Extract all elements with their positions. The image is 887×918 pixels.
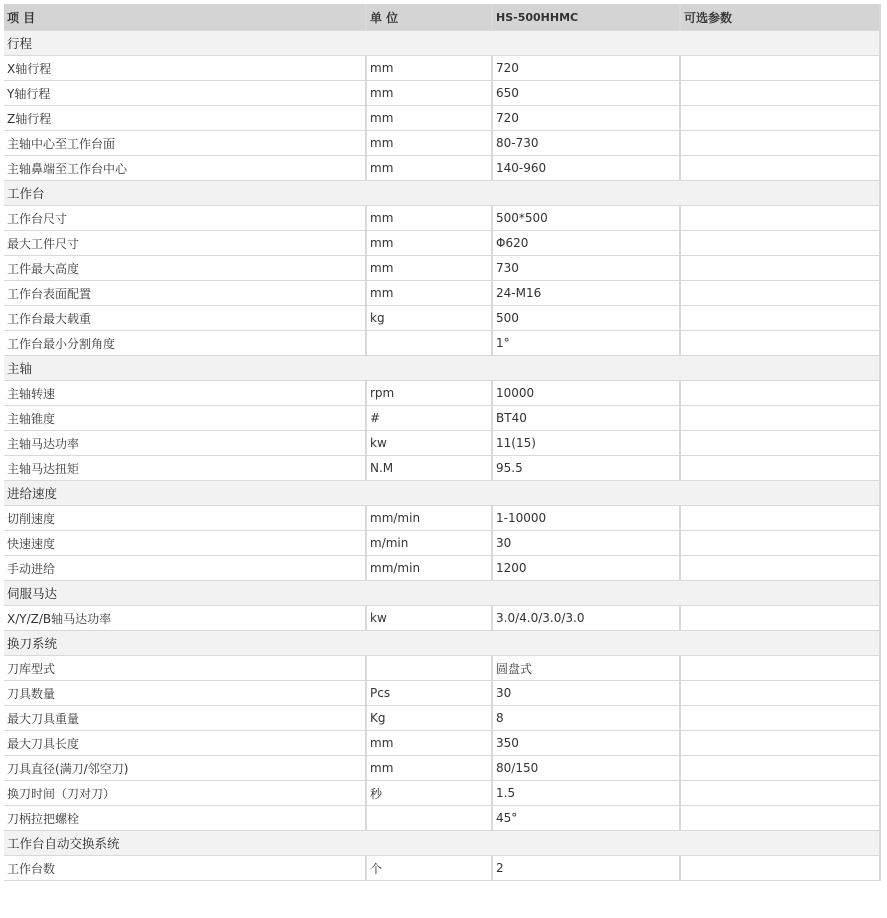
spec-option-cell [681, 556, 881, 581]
section-row [4, 481, 881, 506]
spec-item-cell: 主轴马达扭矩 [4, 456, 367, 481]
spec-item-cell: 主轴鼻端至工作台中心 [4, 156, 367, 181]
spec-item-cell: X轴行程 [4, 56, 367, 81]
spec-item-cell: Z轴行程 [4, 106, 367, 131]
table-row [4, 431, 881, 456]
table-row [4, 456, 881, 481]
section-row [4, 631, 881, 656]
spec-unit-cell: # [367, 406, 493, 431]
spec-value-cell: 1.5 [493, 781, 681, 806]
spec-unit-cell: mm [367, 206, 493, 231]
spec-unit-cell: mm [367, 731, 493, 756]
spec-item-cell: 快速速度 [4, 531, 367, 556]
spec-value-cell: 1-10000 [493, 506, 681, 531]
spec-value-cell: 1200 [493, 556, 681, 581]
table-row [4, 381, 881, 406]
spec-unit-cell: kw [367, 606, 493, 631]
table-row [4, 81, 881, 106]
table-row [4, 556, 881, 581]
spec-item-cell: 工件最大高度 [4, 256, 367, 281]
table-row [4, 256, 881, 281]
spec-item-cell: 换刀时间（刀对刀） [4, 781, 367, 806]
spec-item-cell: 切削速度 [4, 506, 367, 531]
table-row [4, 731, 881, 756]
spec-item-cell: 工作台尺寸 [4, 206, 367, 231]
spec-option-cell [681, 306, 881, 331]
spec-value-cell: 1° [493, 331, 681, 356]
spec-unit-cell [367, 656, 493, 681]
spec-value-cell: 95.5 [493, 456, 681, 481]
header-options: 可选参数 [681, 4, 881, 31]
section-row [4, 831, 881, 856]
section-row [4, 581, 881, 606]
spec-table-body [4, 4, 881, 881]
table-row [4, 606, 881, 631]
spec-option-cell [681, 856, 881, 881]
table-header-row [4, 4, 881, 31]
spec-option-cell [681, 781, 881, 806]
spec-option-cell [681, 756, 881, 781]
spec-unit-cell: Pcs [367, 681, 493, 706]
table-row [4, 531, 881, 556]
spec-option-cell [681, 81, 881, 106]
spec-item-cell: 主轴转速 [4, 381, 367, 406]
table-row [4, 106, 881, 131]
spec-value-cell: 80-730 [493, 131, 681, 156]
spec-unit-cell: mm [367, 131, 493, 156]
spec-item-cell: Y轴行程 [4, 81, 367, 106]
spec-item-cell: X/Y/Z/B轴马达功率 [4, 606, 367, 631]
spec-item-cell: 工作台最大载重 [4, 306, 367, 331]
spec-value-cell: 8 [493, 706, 681, 731]
table-row [4, 231, 881, 256]
spec-item-cell: 工作台最小分割角度 [4, 331, 367, 356]
spec-value-cell: 500*500 [493, 206, 681, 231]
spec-table [4, 4, 881, 881]
section-label: 工作台自动交换系统 [4, 831, 881, 856]
spec-item-cell: 最大工件尺寸 [4, 231, 367, 256]
table-row [4, 856, 881, 881]
spec-option-cell [681, 131, 881, 156]
table-row [4, 706, 881, 731]
spec-item-cell: 主轴中心至工作台面 [4, 131, 367, 156]
spec-value-cell: 650 [493, 81, 681, 106]
header-unit: 单 位 [367, 4, 493, 31]
spec-unit-cell: mm [367, 256, 493, 281]
spec-option-cell [681, 231, 881, 256]
spec-value-cell: 500 [493, 306, 681, 331]
table-row [4, 406, 881, 431]
spec-unit-cell: mm [367, 156, 493, 181]
spec-value-cell: 350 [493, 731, 681, 756]
spec-value-cell: 30 [493, 681, 681, 706]
spec-option-cell [681, 331, 881, 356]
spec-unit-cell: 秒 [367, 781, 493, 806]
spec-option-cell [681, 256, 881, 281]
header-item: 项 目 [4, 4, 367, 31]
spec-value-cell: BT40 [493, 406, 681, 431]
spec-option-cell [681, 431, 881, 456]
spec-value-cell: 30 [493, 531, 681, 556]
spec-option-cell [681, 656, 881, 681]
spec-unit-cell: m/min [367, 531, 493, 556]
spec-value-cell: 720 [493, 56, 681, 81]
spec-unit-cell: mm [367, 81, 493, 106]
section-row [4, 31, 881, 56]
spec-unit-cell [367, 806, 493, 831]
spec-value-cell: 730 [493, 256, 681, 281]
table-row [4, 681, 881, 706]
spec-item-cell: 主轴马达功率 [4, 431, 367, 456]
spec-value-cell: 11(15) [493, 431, 681, 456]
spec-unit-cell: kw [367, 431, 493, 456]
spec-value-cell: 140-960 [493, 156, 681, 181]
section-label: 主轴 [4, 356, 881, 381]
spec-option-cell [681, 456, 881, 481]
spec-option-cell [681, 406, 881, 431]
spec-option-cell [681, 506, 881, 531]
spec-option-cell [681, 56, 881, 81]
spec-item-cell: 刀柄拉把螺栓 [4, 806, 367, 831]
table-row [4, 156, 881, 181]
spec-option-cell [681, 381, 881, 406]
section-label: 工作台 [4, 181, 881, 206]
spec-unit-cell: Kg [367, 706, 493, 731]
table-row [4, 781, 881, 806]
spec-item-cell: 工作台表面配置 [4, 281, 367, 306]
spec-unit-cell: mm/min [367, 556, 493, 581]
table-row [4, 656, 881, 681]
table-row [4, 306, 881, 331]
table-row [4, 206, 881, 231]
spec-unit-cell [367, 331, 493, 356]
spec-value-cell: 2 [493, 856, 681, 881]
spec-item-cell: 刀具数量 [4, 681, 367, 706]
section-label: 进给速度 [4, 481, 881, 506]
spec-unit-cell: mm [367, 106, 493, 131]
spec-option-cell [681, 206, 881, 231]
spec-unit-cell: mm [367, 756, 493, 781]
spec-item-cell: 主轴锥度 [4, 406, 367, 431]
spec-option-cell [681, 606, 881, 631]
spec-option-cell [681, 706, 881, 731]
table-row [4, 806, 881, 831]
spec-unit-cell: mm [367, 281, 493, 306]
section-label: 伺服马达 [4, 581, 881, 606]
spec-item-cell: 最大刀具重量 [4, 706, 367, 731]
spec-unit-cell: 个 [367, 856, 493, 881]
table-row [4, 331, 881, 356]
section-label: 换刀系统 [4, 631, 881, 656]
spec-option-cell [681, 681, 881, 706]
spec-option-cell [681, 531, 881, 556]
spec-value-cell: 720 [493, 106, 681, 131]
spec-value-cell: 圆盘式 [493, 656, 681, 681]
spec-unit-cell: mm [367, 231, 493, 256]
spec-item-cell: 刀具直径(满刀/邻空刀) [4, 756, 367, 781]
spec-item-cell: 工作台数 [4, 856, 367, 881]
spec-value-cell: Φ620 [493, 231, 681, 256]
spec-item-cell: 手动进给 [4, 556, 367, 581]
spec-value-cell: 24-M16 [493, 281, 681, 306]
section-label: 行程 [4, 31, 881, 56]
spec-option-cell [681, 731, 881, 756]
table-row [4, 56, 881, 81]
spec-value-cell: 80/150 [493, 756, 681, 781]
spec-item-cell: 最大刀具长度 [4, 731, 367, 756]
spec-option-cell [681, 106, 881, 131]
spec-unit-cell: N.M [367, 456, 493, 481]
spec-unit-cell: rpm [367, 381, 493, 406]
header-model: HS-500HHMC [493, 4, 681, 31]
spec-unit-cell: mm/min [367, 506, 493, 531]
spec-unit-cell: mm [367, 56, 493, 81]
table-row [4, 506, 881, 531]
spec-item-cell: 刀库型式 [4, 656, 367, 681]
spec-option-cell [681, 281, 881, 306]
table-row [4, 756, 881, 781]
spec-value-cell: 3.0/4.0/3.0/3.0 [493, 606, 681, 631]
section-row [4, 356, 881, 381]
spec-unit-cell: kg [367, 306, 493, 331]
table-row [4, 281, 881, 306]
section-row [4, 181, 881, 206]
spec-option-cell [681, 156, 881, 181]
table-row [4, 131, 881, 156]
spec-option-cell [681, 806, 881, 831]
spec-value-cell: 10000 [493, 381, 681, 406]
spec-value-cell: 45° [493, 806, 681, 831]
